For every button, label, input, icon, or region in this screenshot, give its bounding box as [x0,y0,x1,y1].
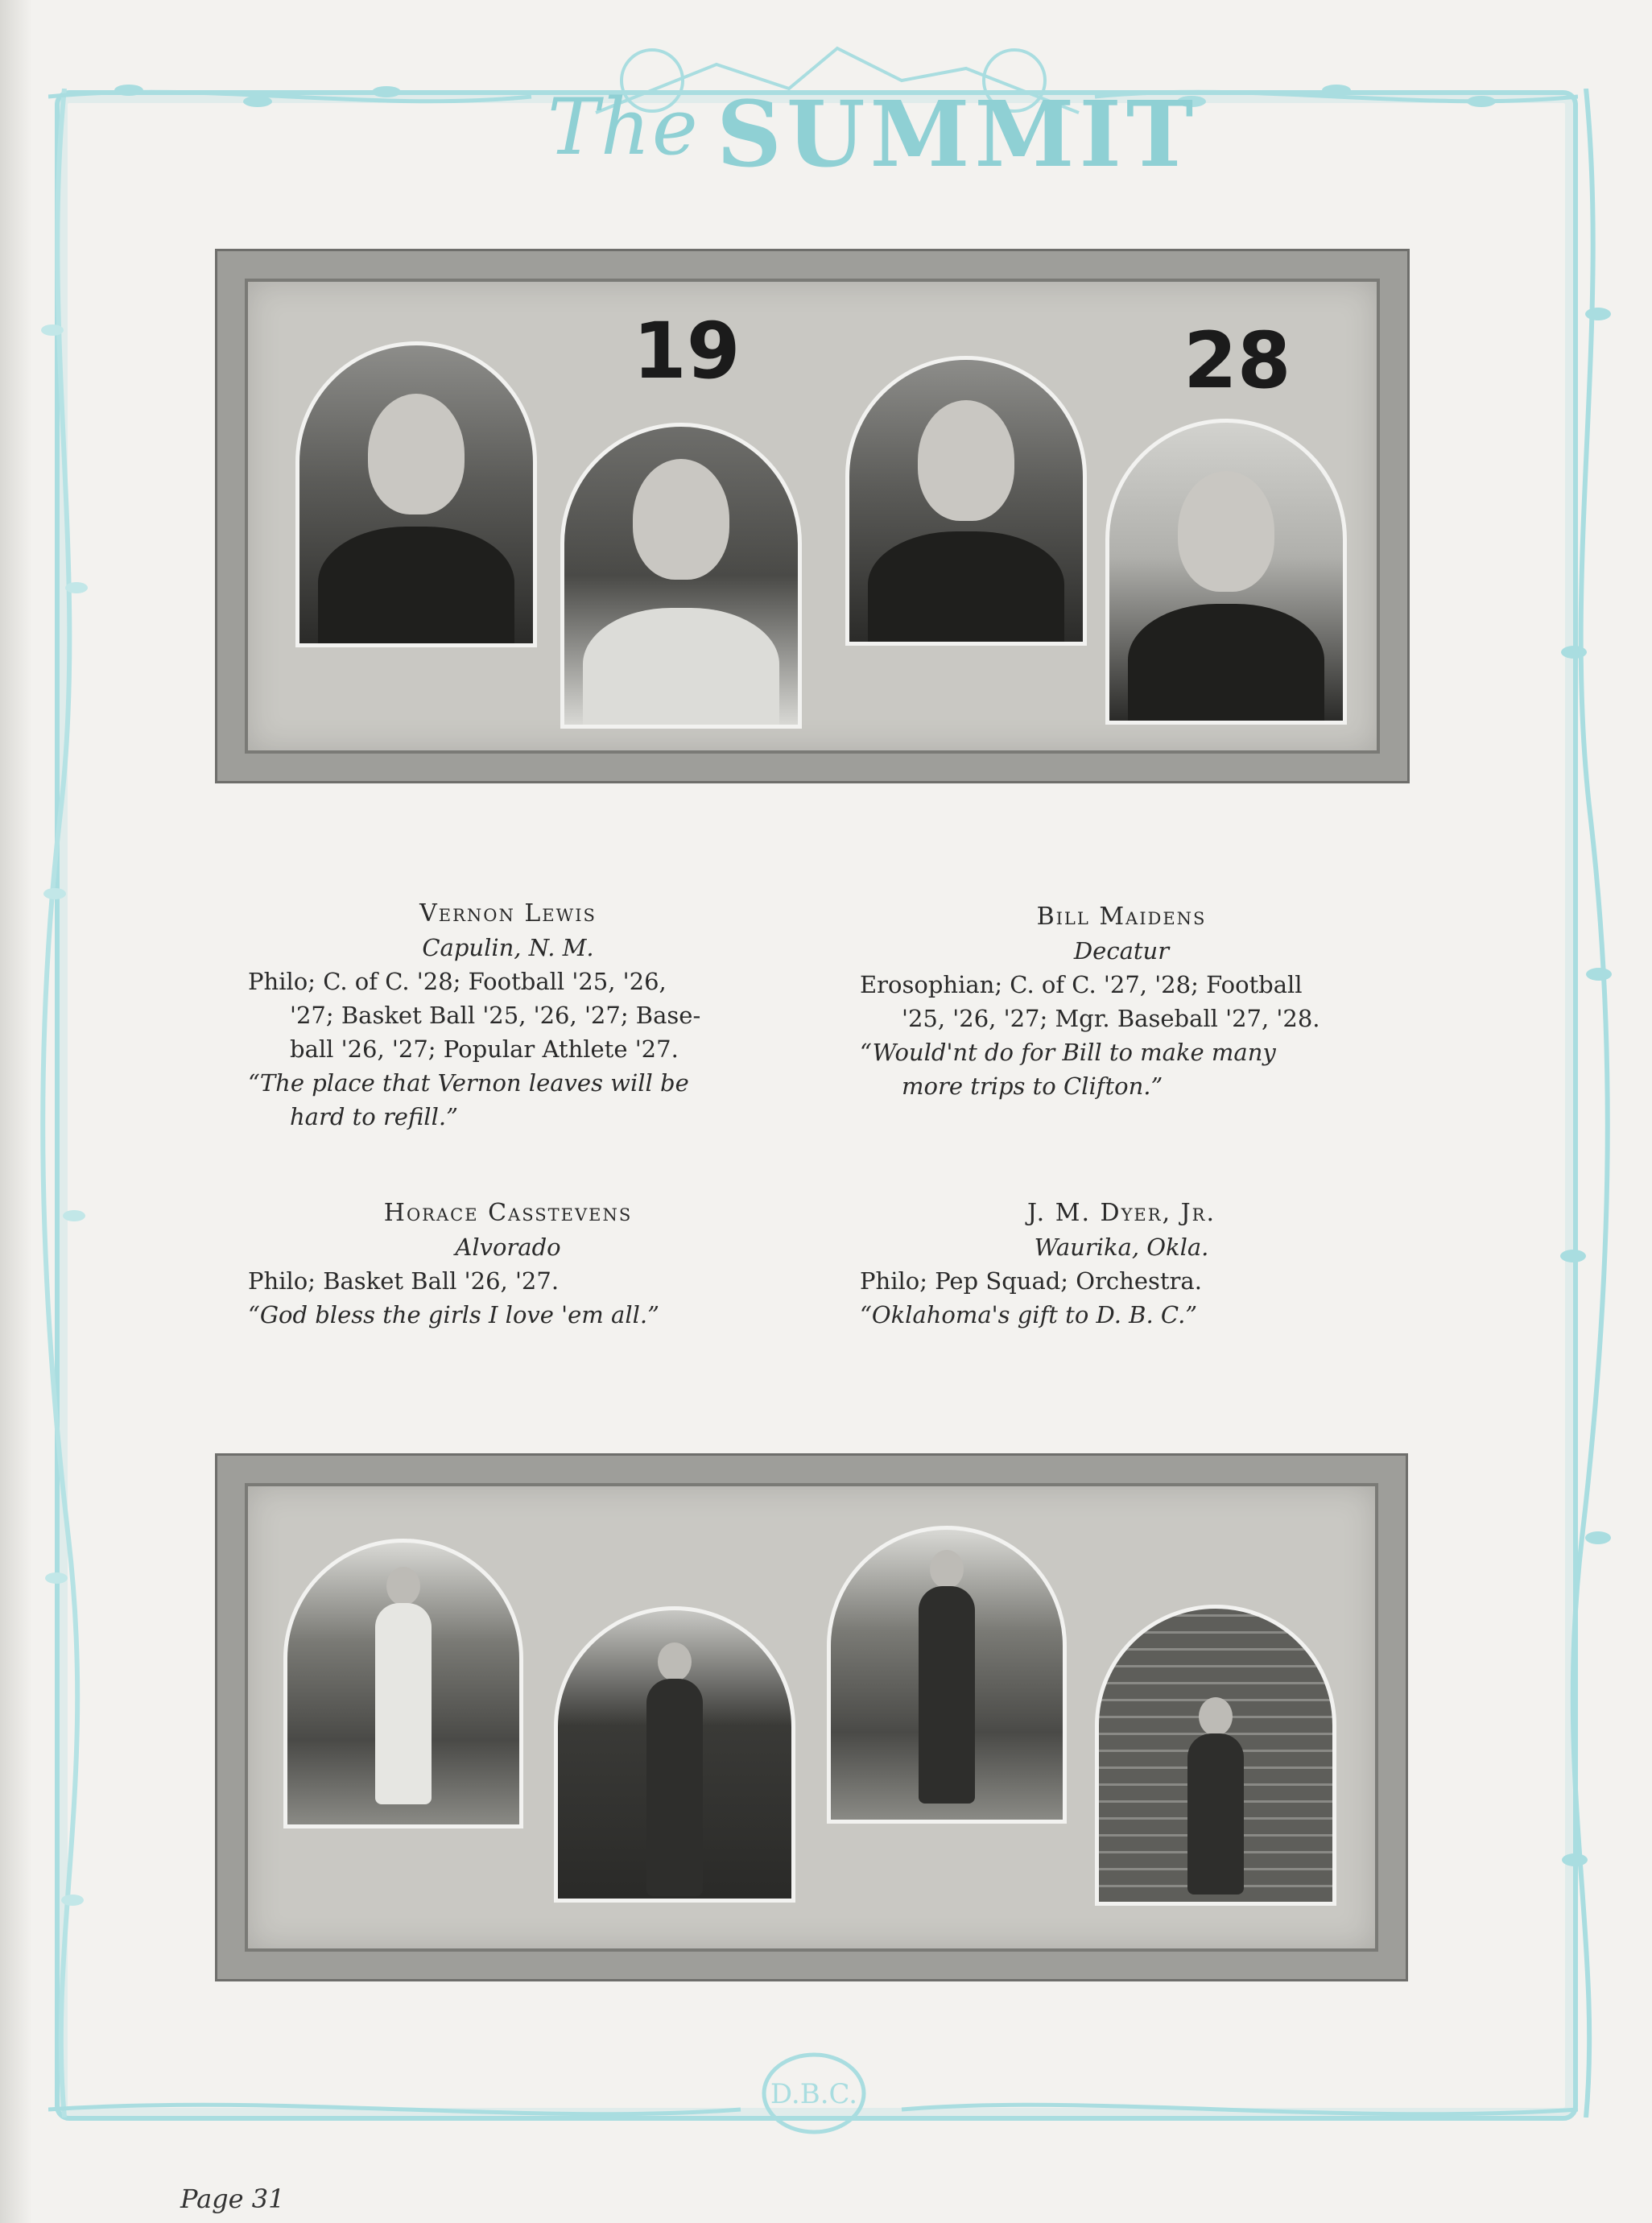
bio-town: Alvorado [455,1233,561,1261]
page-edge-shadow [0,0,32,2223]
portrait-jm-dyer [1105,419,1347,725]
bio-quote-line: “God bless the girls I love 'em all.” [248,1301,659,1328]
portrait-horace-casstevens [845,356,1087,646]
snapshot-bill-maidens [554,1606,795,1903]
vine-ornament-left [32,89,97,2118]
bio-quote-line: “Would'nt do for Bill to make many [860,1039,1276,1066]
bio-name: Vernon Lewis [419,899,597,928]
masthead-the: The [547,82,700,172]
bio-activities-line: Philo; Pep Squad; Orchestra. [860,1267,1202,1295]
snapshot-jm-dyer [1095,1605,1336,1906]
masthead-title: SUMMIT [717,82,1199,188]
bio-activities-line: ball '26, '27; Popular Athlete '27. [290,1035,679,1063]
bio-horace-casstevens [248,1196,768,1332]
bio-quote-line: “The place that Vernon leaves will be [248,1069,689,1097]
snapshot-panel-bottom [217,1456,1406,1979]
portrait-bill-maidens [560,423,802,729]
year-label-19: 19 [633,306,741,396]
year-label-28: 28 [1183,316,1291,406]
bio-name: Bill Maidens [1036,903,1207,931]
bio-town: Capulin, N. M. [422,934,594,961]
bio-activities-line: Philo; C. of C. '28; Football '25, '26, [248,968,667,995]
bio-quote-line: more trips to Clifton.” [902,1072,1163,1100]
emblem-text: D.B.C. [770,2078,858,2110]
bio-activities-line: Erosophian; C. of C. '27, '28; Football [860,971,1303,998]
portrait-vernon-lewis [295,341,537,647]
bio-town: Decatur [1073,937,1170,965]
dbc-emblem [754,2045,874,2142]
bio-name: J. M. Dyer, Jr. [1026,1199,1216,1227]
bio-activities-line: '25, '26, '27; Mgr. Baseball '27, '28. [902,1005,1320,1032]
bio-vernon-lewis [248,897,768,1134]
bio-town: Waurika, Okla. [1034,1233,1209,1261]
bio-activities-line: Philo; Basket Ball '26, '27. [248,1267,560,1295]
vine-ornament-right [1554,89,1618,2118]
snapshot-horace-casstevens [827,1526,1067,1824]
bio-bill-maidens [860,900,1383,1103]
portrait-panel-top [217,251,1407,781]
bio-quote-line: hard to refill.” [290,1103,458,1130]
snapshot-vernon-lewis [283,1539,523,1828]
page-number: Page 31 [180,2184,285,2214]
masthead [451,32,1224,188]
bio-quote-line: “Oklahoma's gift to D. B. C.” [860,1301,1198,1328]
bio-activities-line: '27; Basket Ball '25, '26, '27; Base- [290,1002,701,1029]
bio-jm-dyer [860,1196,1383,1332]
bio-name: Horace Casstevens [383,1199,633,1227]
